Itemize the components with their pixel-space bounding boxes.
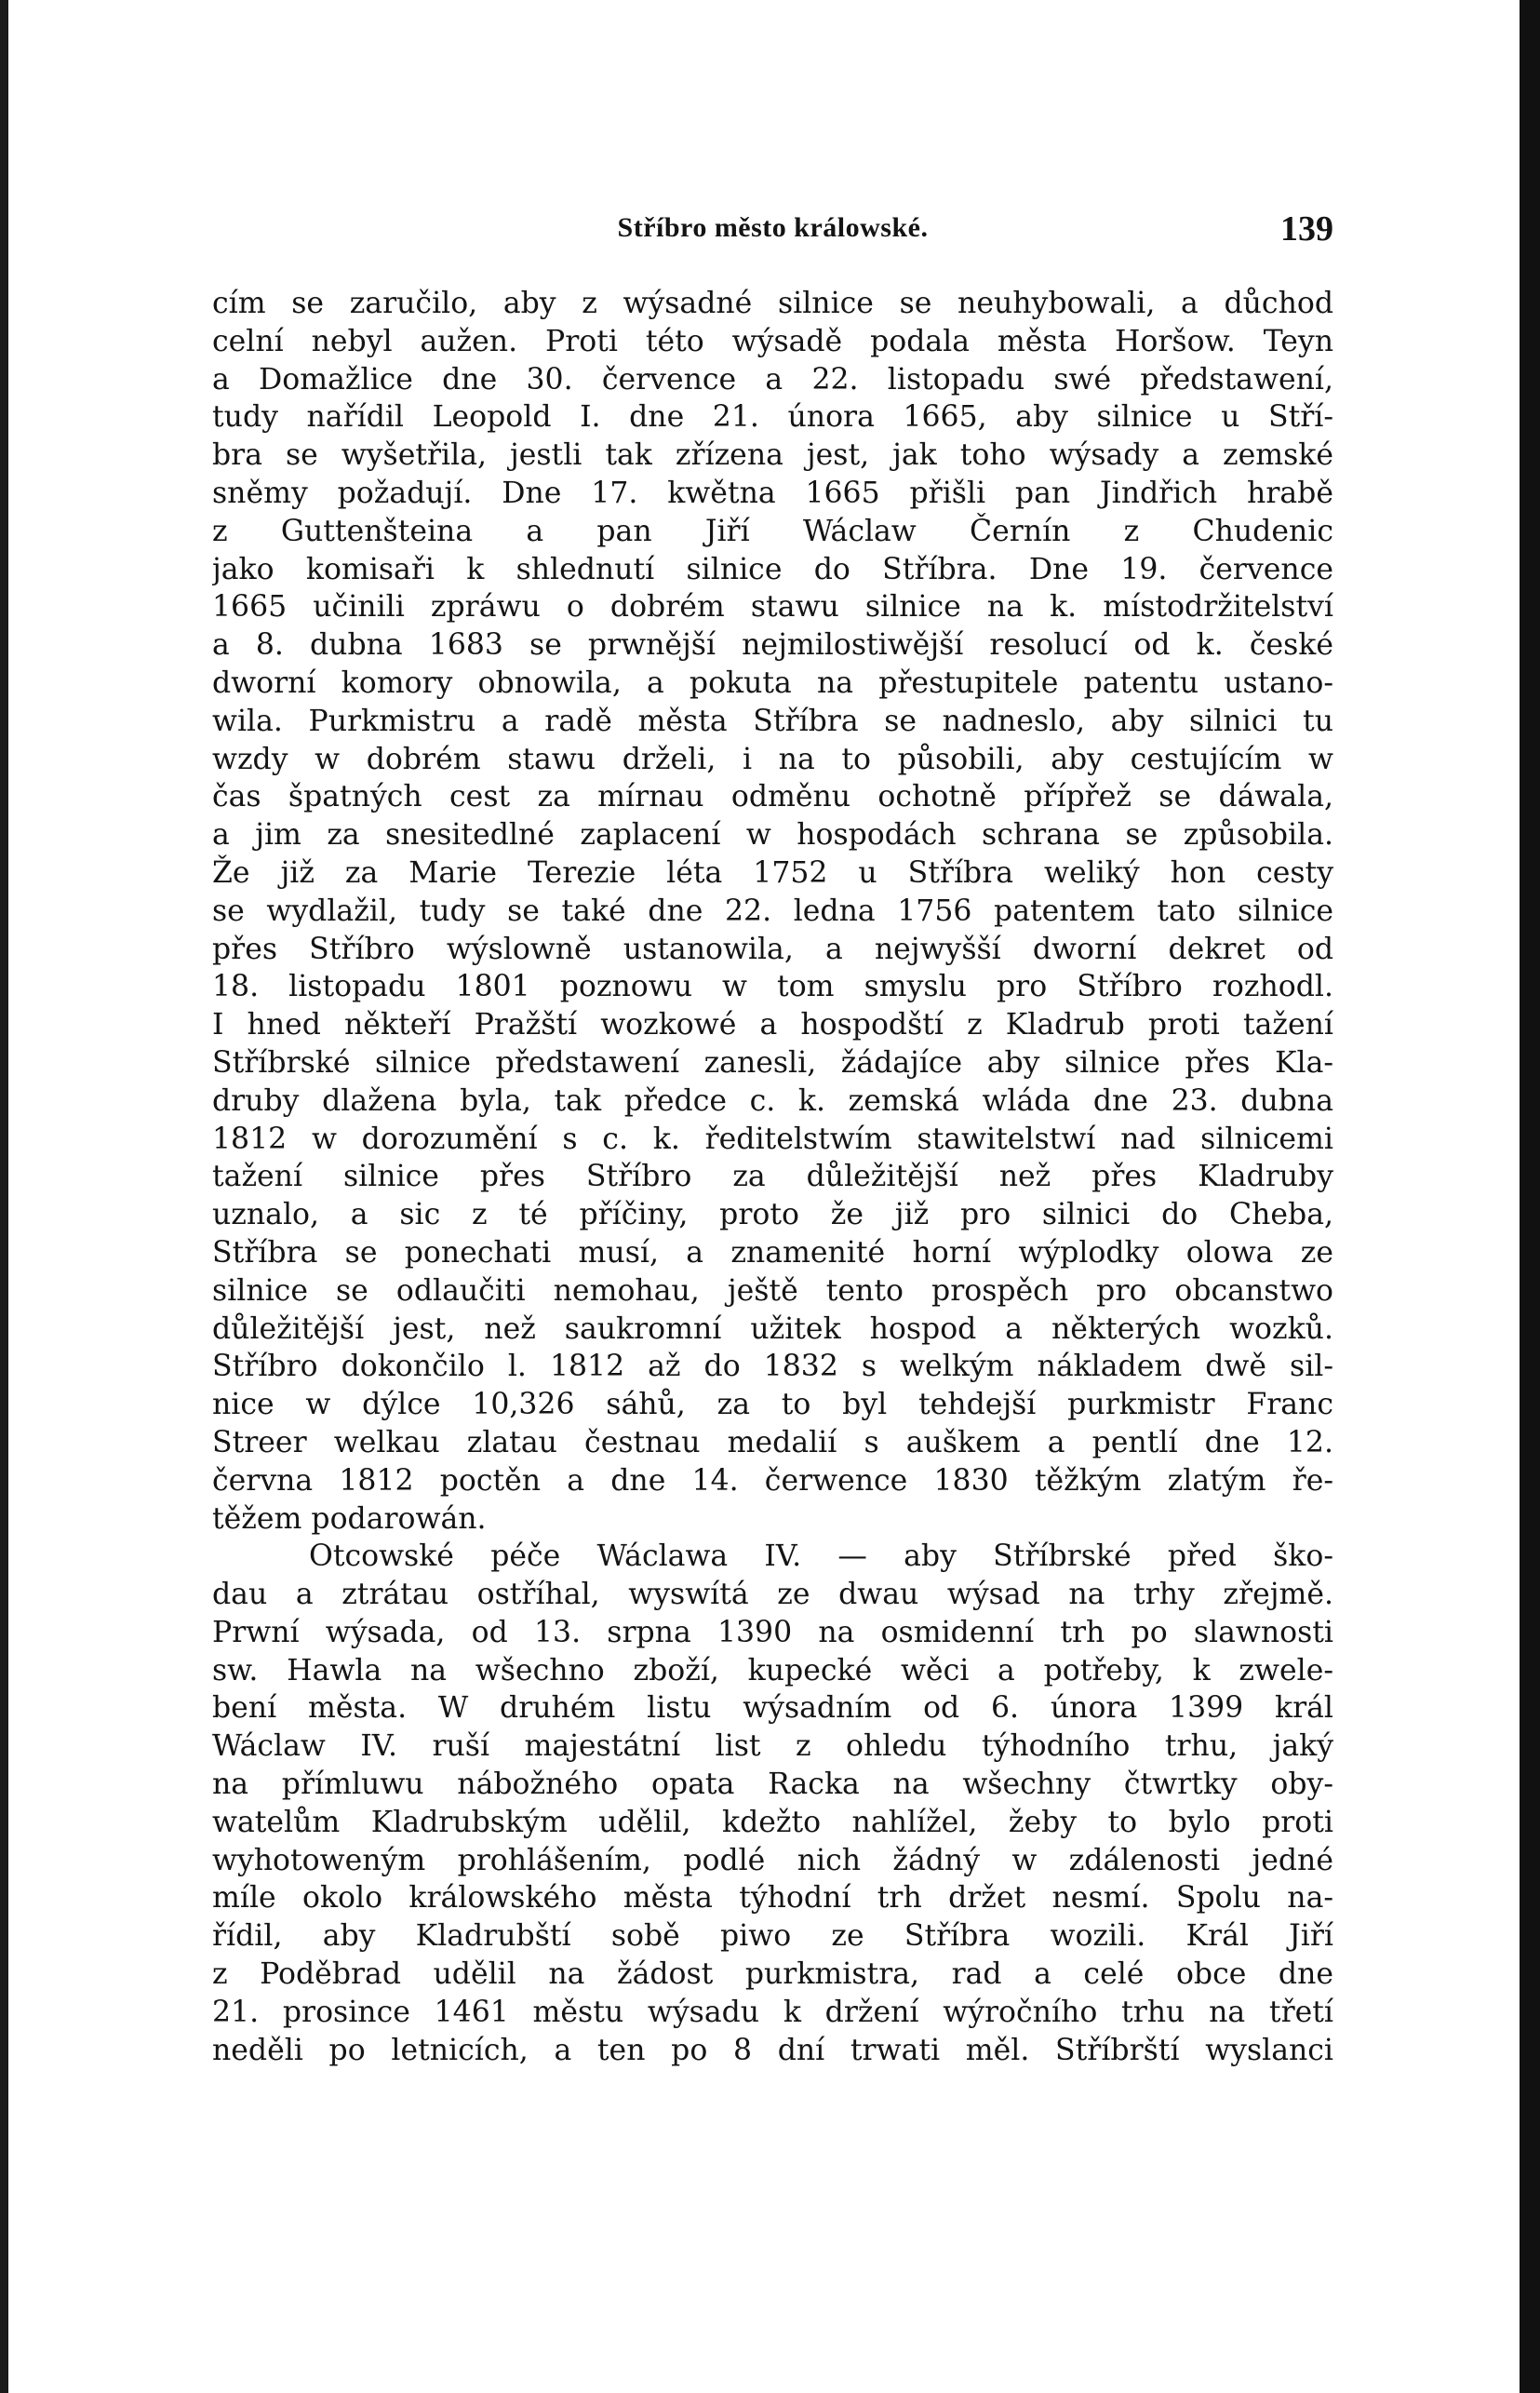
page-number: 139 <box>1280 209 1333 249</box>
text-line: wzdy w dobrém stawu drželi, i na to působili, aby cestujícím w <box>212 742 1333 776</box>
text-line: Wáclaw IV. ruší majestátní list z ohledu týhodního trhu, jaký <box>212 1729 1333 1764</box>
text-line: 1812 w dorozumění s c. k. ředitelstwím stawitelstwí nad silnicemi <box>212 1122 1333 1156</box>
text-line: dworní komory obnowila, a pokuta na přestupitele patentu ustano- <box>212 665 1333 700</box>
text-line: června 1812 poctěn a dne 14. čerwence 1830 těžkým zlatým ře- <box>212 1463 1333 1498</box>
text-line: na přímluwu nábožného opata Racka na wšechny čtwrtky oby- <box>212 1768 1333 1802</box>
text-line: Stříbra se ponechati musí, a znamenité horní wýplodky olowa ze <box>212 1235 1333 1270</box>
text-line: uznalo, a sic z té příčiny, proto že již pro silnici do Cheba, <box>212 1198 1333 1232</box>
text-line: cím se zaručilo, aby z wýsadné silnice se neuhybowali, a důchod <box>212 287 1333 320</box>
text-line: Prwní wýsada, od 13. srpna 1390 na osmidenní trh po slawnosti <box>212 1615 1333 1649</box>
text-line: nice w dýlce 10,326 sáhů, za to byl tehdejší purkmistr Franc <box>212 1388 1333 1422</box>
text-line: wyhotoweným prohlášením, podlé nich žádný w zdálenosti jedné <box>212 1843 1333 1877</box>
running-title: Stříbro město králowské. <box>617 212 929 243</box>
text-line: celní nebyl aužen. Proti této wýsadě podala města Horšow. Teyn <box>212 324 1333 358</box>
text-line: silnice se odlaučiti nemohau, ještě tento prospěch pro obcanstwo <box>212 1273 1333 1308</box>
book-page <box>212 209 1333 2067</box>
text-line: a Domažlice dne 30. července a 22. listopadu swé předstawení, <box>212 362 1333 397</box>
running-head <box>212 209 1333 257</box>
text-line: bra se wyšetřila, jestli tak zřízena jest, jak toho wýsady a zemské <box>212 438 1333 473</box>
text-line: a 8. dubna 1683 se prwnější nejmilostiwější resolucí od k. české <box>212 628 1333 663</box>
text-line: watelům Kladrubským udělil, kdežto nahlížel, žeby to bylo proti <box>212 1805 1333 1839</box>
text-line: Že již za Marie Terezie léta 1752 u Stříbra weliký hon cesty <box>212 855 1333 890</box>
text-line: wila. Purkmistru a radě města Stříbra se nadneslo, aby silnici tu <box>212 704 1333 738</box>
text-line: Streer welkau zlatau čestnau medalií s auškem a pentlí dne 12. <box>212 1425 1333 1459</box>
text-line: I hned někteří Pražští wozkowé a hospodští z Kladrub proti tažení <box>212 1008 1333 1042</box>
text-line: Stříbro dokončilo l. 1812 až do 1832 s welkým nákladem dwě sil- <box>212 1350 1333 1384</box>
text-line: míle okolo králowského města týhodní trh držet nesmí. Spolu na- <box>212 1881 1333 1916</box>
text-line: řídil, aby Kladrubští sobě piwo ze Stříbra wozili. Král Jiří <box>212 1919 1333 1954</box>
text-line: 21. prosince 1461 městu wýsadu k držení wýročního trhu na třetí <box>212 1995 1333 2029</box>
text-line: z Guttenšteina a pan Jiří Wáclaw Černín z Chudenic <box>212 514 1333 548</box>
text-line: přes Stříbro wýslowně ustanowila, a nejwyšší dworní dekret od <box>212 932 1333 966</box>
scan-edge-left <box>0 0 8 2393</box>
text-line: jako komisaři k shlednutí silnice do Stříbra. Dne 19. července <box>212 552 1333 586</box>
text-line: z Poděbrad udělil na žádost purkmistra, rad a celé obce dne <box>212 1957 1333 1992</box>
text-line: Stříbrské silnice předstawení zanesli, žádajíce aby silnice přes Kla- <box>212 1045 1333 1080</box>
text-line: tažení silnice přes Stříbro za důležitější než přes Kladruby <box>212 1160 1333 1194</box>
body-text <box>212 285 1333 2069</box>
text-line: se wydlažil, tudy se také dne 22. ledna 1756 patentem tato silnice <box>212 894 1333 928</box>
text-line: a jim za snesitedlné zaplacení w hospodách schrana se způsobila. <box>212 818 1333 853</box>
text-line: těžem podarowán. <box>212 1501 487 1536</box>
text-line: 18. listopadu 1801 poznowu w tom smyslu pro Stříbro rozhodl. <box>212 970 1333 1004</box>
text-line: tudy nařídil Leopold I. dne 21. února 1665, aby silnice u Stří- <box>212 400 1333 435</box>
text-line: 1665 učinili zpráwu o dobrém stawu silnice na k. místodržitelství <box>212 590 1333 625</box>
text-line: dau a ztrátau ostříhal, wyswítá ze dwau wýsad na trhy zřejmě. <box>212 1578 1333 1612</box>
text-line: bení města. W druhém listu wýsadním od 6. února 1399 král <box>212 1691 1333 1726</box>
text-line: čas špatných cest za mírnau odměnu ochotně přípřež se dáwala, <box>212 780 1333 814</box>
text-line: druby dlažena byla, tak předce c. k. zemská wláda dne 23. dubna <box>212 1083 1333 1118</box>
text-line: sněmy požadují. Dne 17. kwětna 1665 přišli pan Jindřich hrabě <box>212 476 1333 510</box>
text-line: sw. Hawla na wšechno zboží, kupecké wěci a potřeby, k zwele- <box>212 1653 1333 1687</box>
text-line: neděli po letnicích, a ten po 8 dní trwati měl. Stříbrští wyslanci <box>212 2033 1333 2067</box>
text-line: důležitější jest, než saukromní užitek hospod a některých wozků. <box>212 1311 1333 1346</box>
text-line: Otcowské péče Wáclawa IV. — aby Stříbrské před ško- <box>309 1539 1333 1574</box>
scan-edge-right <box>1520 0 1540 2393</box>
